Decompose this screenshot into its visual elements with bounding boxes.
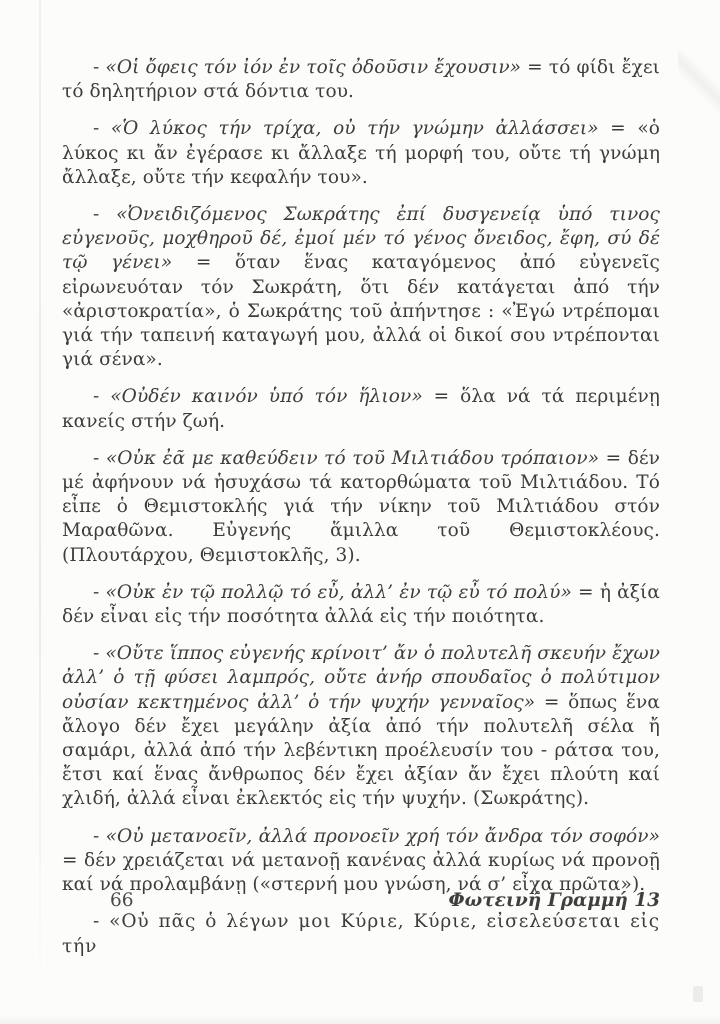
explanation-text: = ὅπως ἕνα ἄλογο δέν ἔχει μεγάλην ἀξία ἀπό τήν πολυτελῆ σέλα ἤ σαμάρι, ἀλλά ἀπό τήν λεβέντικη προέλευσίν του - ράτσα του, ἔτσι καί ἕνας ἄνθρωπος δέν ἔχει ἀξίαν ἄν ἔχει πλούτη καί χλιδή, ἀλλά εἶναι ἐκλεκτός εἰς τήν ψυχήν. (Σωκράτης). <box>62 691 661 810</box>
corner-fold-artifact <box>678 50 720 120</box>
explanation-text: = δέν χρειάζεται νά μετανοῇ κανένας ἀλλά κυρίως νά προνοῇ καί νά προλαμβάνῃ («στερνή μου γνώση, νά σ’ εἶχα πρῶτα»). <box>62 849 660 896</box>
explanation-text: = ὅλα νά τά περιμένῃ κανείς στήν ζωή. <box>62 386 660 432</box>
paragraph <box>62 581 660 629</box>
paragraph <box>62 910 660 958</box>
ancient-quote: - «Οὐ μετανοεῖν, ἀλλά προνοεῖν χρή τόν ἄνδρα τόν σοφόν» <box>93 825 660 847</box>
ancient-quote: - «Οἱ ὄφεις τόν ἰόν ἐν τοῖς ὀδοῦσιν ἔχουσιν» <box>93 57 522 78</box>
page-number: 66 <box>110 890 134 911</box>
page-footer <box>62 890 660 911</box>
explanation-text: = τό φίδι ἔχει τό δηλητήριον στά δόντια του. <box>62 57 660 103</box>
ancient-quote: - «Οὐκ ἐν τῷ πολλῷ τό εὖ, ἀλλ’ ἐν τῷ εὖ τό πολύ» <box>93 581 572 603</box>
paragraph <box>62 56 660 104</box>
paragraph <box>62 447 660 568</box>
ancient-quote: - «Οὐ πᾶς ὁ λέγων μοι Κύριε, Κύριε, εἰσελεύσεται εἰς τήν <box>62 911 660 957</box>
page-body <box>62 56 660 959</box>
scan-speck-artifact <box>693 986 703 1002</box>
paragraph <box>62 825 660 898</box>
paragraph <box>62 203 660 372</box>
explanation-text: = ἡ ἀξία δέν εἶναι εἰς τήν ποσότητα ἀλλά εἰς τήν ποιότητα. <box>62 581 660 628</box>
ancient-quote: - «Ὀνειδιζόμενος Σωκράτης ἐπί δυσγενείᾳ ὑπό τινος εὐγενοῦς, μοχθηροῦ δέ, ἐμοί μέν τό γένος ὄνειδος, ἔφη, σύ δέ τῷ γένει» <box>62 204 660 274</box>
ancient-quote: - «Οὔτε ἵππος εὐγενής κρίνοιτ’ ἄν ὁ πολυτελῆ σκευήν ἔχων ἀλλ’ ὁ τῇ φύσει λαμπρός, οὔτε ἀνήρ σπουδαῖος ὁ πολύτιμον οὐσίαν κεκτημένος ἀλλ’ ὁ τήν ψυχήν γενναῖος» <box>62 643 660 713</box>
explanation-text: = «ὁ λύκος κι ἄν ἐγέρασε κι ἄλλαξε τή μορφή του, οὔτε τή γνώμη ἄλλαξε, οὔτε τήν κεφαλήν του». <box>62 118 660 188</box>
explanation-text: = ὅταν ἕνας καταγόμενος ἀπό εὐγενεῖς εἰρωνευόταν τόν Σωκράτη, ὅτι δέν κατάγεται ἀπό τήν «ἀριστοκρατία», ὁ Σωκράτης τοῦ ἀπήντησε : «Ἐγώ ντρέπομαι γιά τήν ταπεινή καταγωγή μου, ἀλλά οἱ δικοί σου ντρέπονται γιά σένα». <box>62 252 660 371</box>
page-edge-line <box>39 0 41 1000</box>
paragraph <box>62 117 660 190</box>
ancient-quote: - «Ὁ λύκος τήν τρίχα, οὐ τήν γνώμην ἀλλάσσει» <box>93 118 599 140</box>
paragraph <box>62 642 660 811</box>
page-bottom-shadow <box>0 1016 720 1024</box>
ancient-quote: - «Οὐδέν καινόν ὑπό τόν ἥλιον» <box>93 386 423 408</box>
running-title: Φωτεινή Γραμμή 13 <box>448 890 660 911</box>
paragraph <box>62 385 660 433</box>
ancient-quote: - «Οὐκ ἐᾶ με καθεύδειν τό τοῦ Μιλτιάδου τρόπαιον» <box>93 447 600 469</box>
explanation-text: = δέν μέ ἀφήνουν νά ἡσυχάσω τά κατορθώματα τοῦ Μιλτιάδου. Τό εἶπε ὁ Θεμιστοκλής γιά τήν νίκην τοῦ Μιλτιάδου στόν Μαραθῶνα. Εὐγενής ἅμιλλα τοῦ Θεμιστοκλέους. (Πλουτάρχου, Θεμιστοκλῆς, 3). <box>62 447 660 566</box>
